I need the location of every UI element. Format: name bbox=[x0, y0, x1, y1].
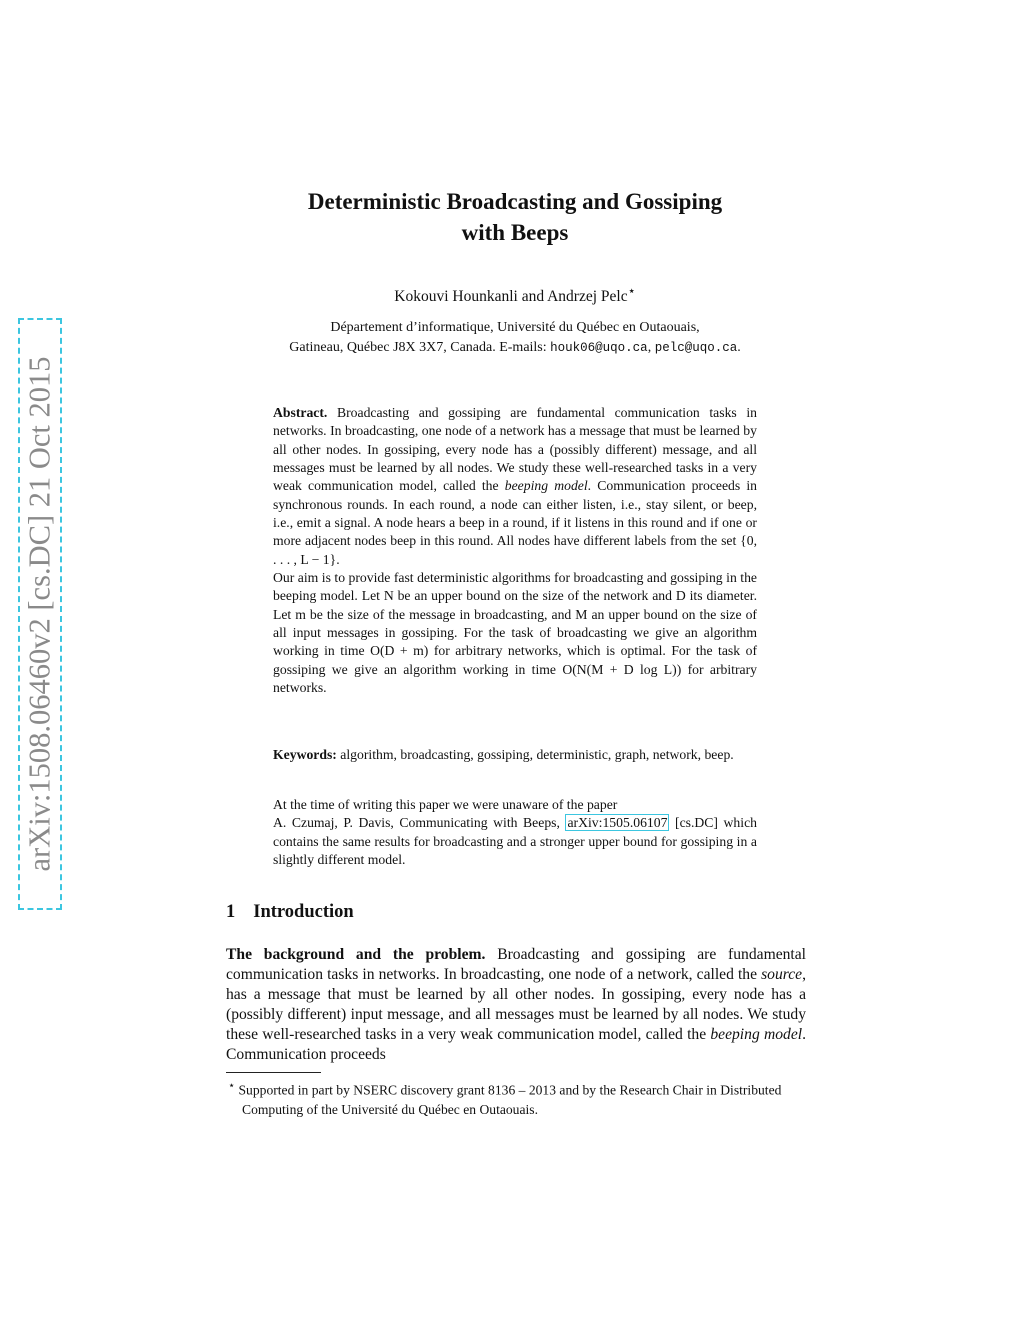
intro-text-1: Broadcasting and gossiping are fundamental communication tasks in networks. In broadcasting, one node of a network, called the bbox=[226, 946, 807, 983]
footnote-mark: ⋆ bbox=[228, 1080, 236, 1092]
abstract-text-1a: Broadcasting and gossiping are fundamental communication tasks in networks. In broadcasting, one node of a network has a message that must be learned by all other nodes. In gossiping, every node has a (possibly different) message, and all messages must be learned by all nodes. We study these well-researched tasks in a very weak communication model, called the bbox=[273, 405, 757, 494]
abstract-paragraph-1 bbox=[273, 404, 757, 569]
introduction-body bbox=[226, 945, 806, 1065]
email-hounkanli: houk06@uqo.ca bbox=[550, 341, 648, 355]
prior-work-note bbox=[273, 796, 757, 869]
email-pelc: pelc@uqo.ca bbox=[654, 341, 738, 355]
abstract-label: Abstract. bbox=[273, 405, 328, 420]
title-line-2: with Beeps bbox=[461, 220, 569, 245]
intro-text-2: , has a message that must be learned by all other nodes. In gossiping, every node has a (possibly different) input message, and all messages must be learned by all nodes. We study these well-researched tasks in a very weak communication model, called the bbox=[226, 966, 806, 1043]
authors bbox=[250, 283, 780, 306]
note-ref-suffix: [cs.DC] which contains the same results for broadcasting and a stronger upper bound for gossiping in a slightly different model. bbox=[273, 815, 757, 868]
note-ref-prefix: A. Czumaj, P. Davis, Communicating with Beeps, bbox=[273, 815, 566, 831]
footnote-text: Supported in part by NSERC discovery grant 8136 – 2013 and by the Research Chair in Distributed Computing of the Université du Québec en Outaouais. bbox=[235, 1082, 782, 1117]
affiliation-address: Gatineau, Québec J8X 3X7, Canada. E-mails: bbox=[289, 340, 551, 355]
intro-lead: The background and the problem. bbox=[226, 946, 486, 963]
affiliation-end: . bbox=[737, 340, 741, 355]
footnote bbox=[226, 1077, 806, 1119]
author-names: Kokouvi Hounkanli and Andrzej Pelc bbox=[394, 288, 628, 306]
abstract-emphasis: beeping model bbox=[504, 478, 588, 494]
email-separator: , bbox=[647, 340, 655, 355]
intro-paragraph bbox=[226, 945, 806, 1065]
abstract bbox=[273, 404, 757, 698]
intro-emphasis-source: source bbox=[761, 966, 803, 983]
affiliation-line-1: Département d’informatique, Université du Québec en Outaouais, bbox=[330, 320, 700, 335]
arxiv-identifier: arXiv:1508.06460v2 [cs.DC] 21 Oct 2015 bbox=[22, 356, 57, 872]
paper-title bbox=[250, 186, 780, 248]
note-line-1: At the time of writing this paper we were unaware of the paper bbox=[273, 797, 618, 812]
keywords bbox=[273, 746, 757, 764]
abstract-text-1b: . Communication proceeds in synchronous rounds. In each round, a node can either listen, i.e., stay silent, or beep, i.e., emit a signal. A node hears a beep in a round, if it listens in this round and if one or more adjacent nodes beep in this round. All nodes have different labels from the set {0, . . . , L − 1}. bbox=[273, 478, 757, 567]
author-footnote-mark: ⋆ bbox=[627, 283, 636, 298]
intro-emphasis-beeping: beeping model bbox=[710, 1026, 803, 1043]
section-number: 1 bbox=[226, 902, 236, 922]
keywords-text: algorithm, broadcasting, gossiping, deterministic, graph, network, beep. bbox=[336, 747, 734, 762]
arxiv-link[interactable]: arXiv:1505.06107 bbox=[567, 815, 668, 831]
note-reference bbox=[273, 814, 757, 869]
section-title: Introduction bbox=[253, 902, 354, 922]
affiliation-line-2 bbox=[200, 338, 830, 358]
intro-text-3: . Communication proceeds bbox=[226, 1026, 806, 1063]
arxiv-stamp bbox=[18, 318, 62, 910]
abstract-paragraph-2: Our aim is to provide fast deterministic algorithms for broadcasting and gossiping in the beeping model. Let N be an upper bound on the size of the network and D its diameter. Let m be the size of the message in broadcasting, and M an upper bound on the size of all input messages in gossiping. For the task of broadcasting we give an algorithm working in time O(D + m) for arbitrary networks, which is optimal. For the task of gossiping we give an algorithm working in time O(N(M + D log L)) for arbitrary networks. bbox=[273, 570, 757, 696]
footnote-divider bbox=[226, 1072, 321, 1073]
affiliation bbox=[200, 318, 830, 358]
keywords-paragraph bbox=[273, 746, 757, 764]
title-line-1: Deterministic Broadcasting and Gossiping bbox=[307, 189, 723, 214]
keywords-label: Keywords: bbox=[273, 747, 337, 762]
section-heading-introduction bbox=[226, 902, 354, 923]
